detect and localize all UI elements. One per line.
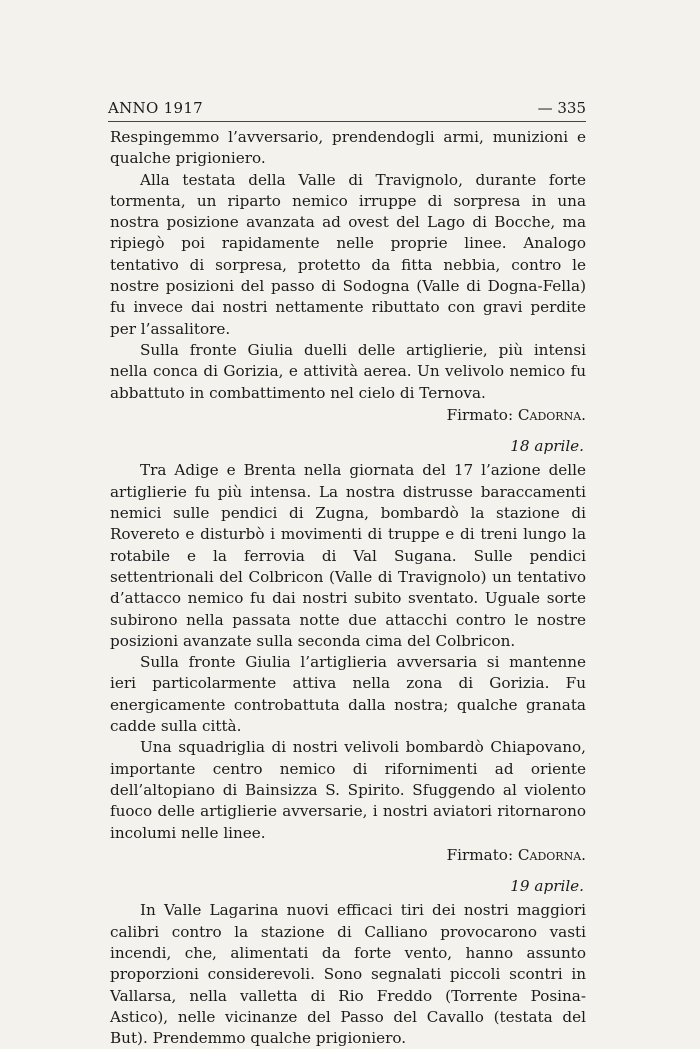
paragraph: Sulla fronte Giulia duelli delle artiglierie, più intensi nella conca di Gorizia, e attività aerea. Un velivolo nemico fu abbattuto in combattimento nel cielo di Ternova. bbox=[110, 340, 586, 402]
page-number: — 335 bbox=[537, 99, 586, 117]
dateline: 19 aprile. bbox=[510, 877, 584, 896]
signature-name: Cadorna. bbox=[517, 845, 586, 864]
paragraph: Sulla fronte Giulia l’artiglieria avversaria si mantenne ieri particolarmente attiva nella zona di Gorizia. Fu energicamente controbattuta dalla nostra; qualche granata cadde sulla città. bbox=[110, 653, 586, 736]
running-header bbox=[108, 99, 586, 122]
paragraph: Respingemmo l’avversario, prendendogli armi, munizioni e qualche prigioniero. bbox=[110, 128, 586, 168]
paragraph: Una squadriglia di nostri velivoli bombardò Chiapovano, importante centro nemico di rifornimenti ad oriente dell’altopiano di Bainsizza S. Spirito. Sfuggendo al violento fuoco delle artiglierie avversarie, i nostri aviatori ritornarono incolumi nelle linee. bbox=[110, 738, 586, 842]
signature-label: Firmato: bbox=[446, 405, 514, 424]
paragraph: Tra Adige e Brenta nella giornata del 17 l’azione delle artiglierie fu più intensa. La nostra distrusse baraccamenti nemici sulle pendici di Zugna, bombardò la stazione di Rovereto e disturbò i movimenti di truppe e di treni lungo la rotabile e la ferrovia di Val Sugana. Sulle pendici settentrionali del Colbricon (Valle di Travignolo) un tentativo d’attacco nemico fu dai nostri subito sventato. Uguale sorte subirono nella passata notte due attacchi contro le nostre posizioni avanzate sulla seconda cima del Colbricon. bbox=[110, 461, 586, 650]
paragraph: Alla testata della Valle di Travignolo, durante forte tormenta, un riparto nemico irruppe di sorpresa in una nostra posizione avanzata ad ovest del Lago di Bocche, ma ripiegò poi rapidamente nelle proprie linee. Analogo tentativo di sorpresa, protetto da fitta nebbia, contro le nostre posizioni del passo di Sodogna (Valle di Dogna-Fella) fu invece dai nostri nettamente ributtato con gravi perdite per l’assalitore. bbox=[110, 170, 586, 338]
signature bbox=[110, 405, 586, 426]
body-text bbox=[110, 127, 586, 1049]
paragraph: In Valle Lagarina nuovi efficaci tiri dei nostri maggiori calibri contro la stazione di Calliano provocarono vasti incendi, che, alimentati da forte vento, hanno assunto proporzioni considerevoli. Sono segnalati piccoli scontri in Vallarsa, nella valletta di Rio Freddo (Torrente Posina-Astico), nelle vicinanze del Passo del Cavallo (testata del But). Prendemmo qualche prigioniero. bbox=[110, 901, 586, 1048]
signature-label: Firmato: bbox=[446, 845, 514, 864]
signature-name: Cadorna. bbox=[517, 405, 586, 424]
signature bbox=[110, 845, 586, 866]
header-year: ANNO 1917 bbox=[108, 99, 204, 117]
dateline: 18 aprile. bbox=[510, 437, 584, 456]
